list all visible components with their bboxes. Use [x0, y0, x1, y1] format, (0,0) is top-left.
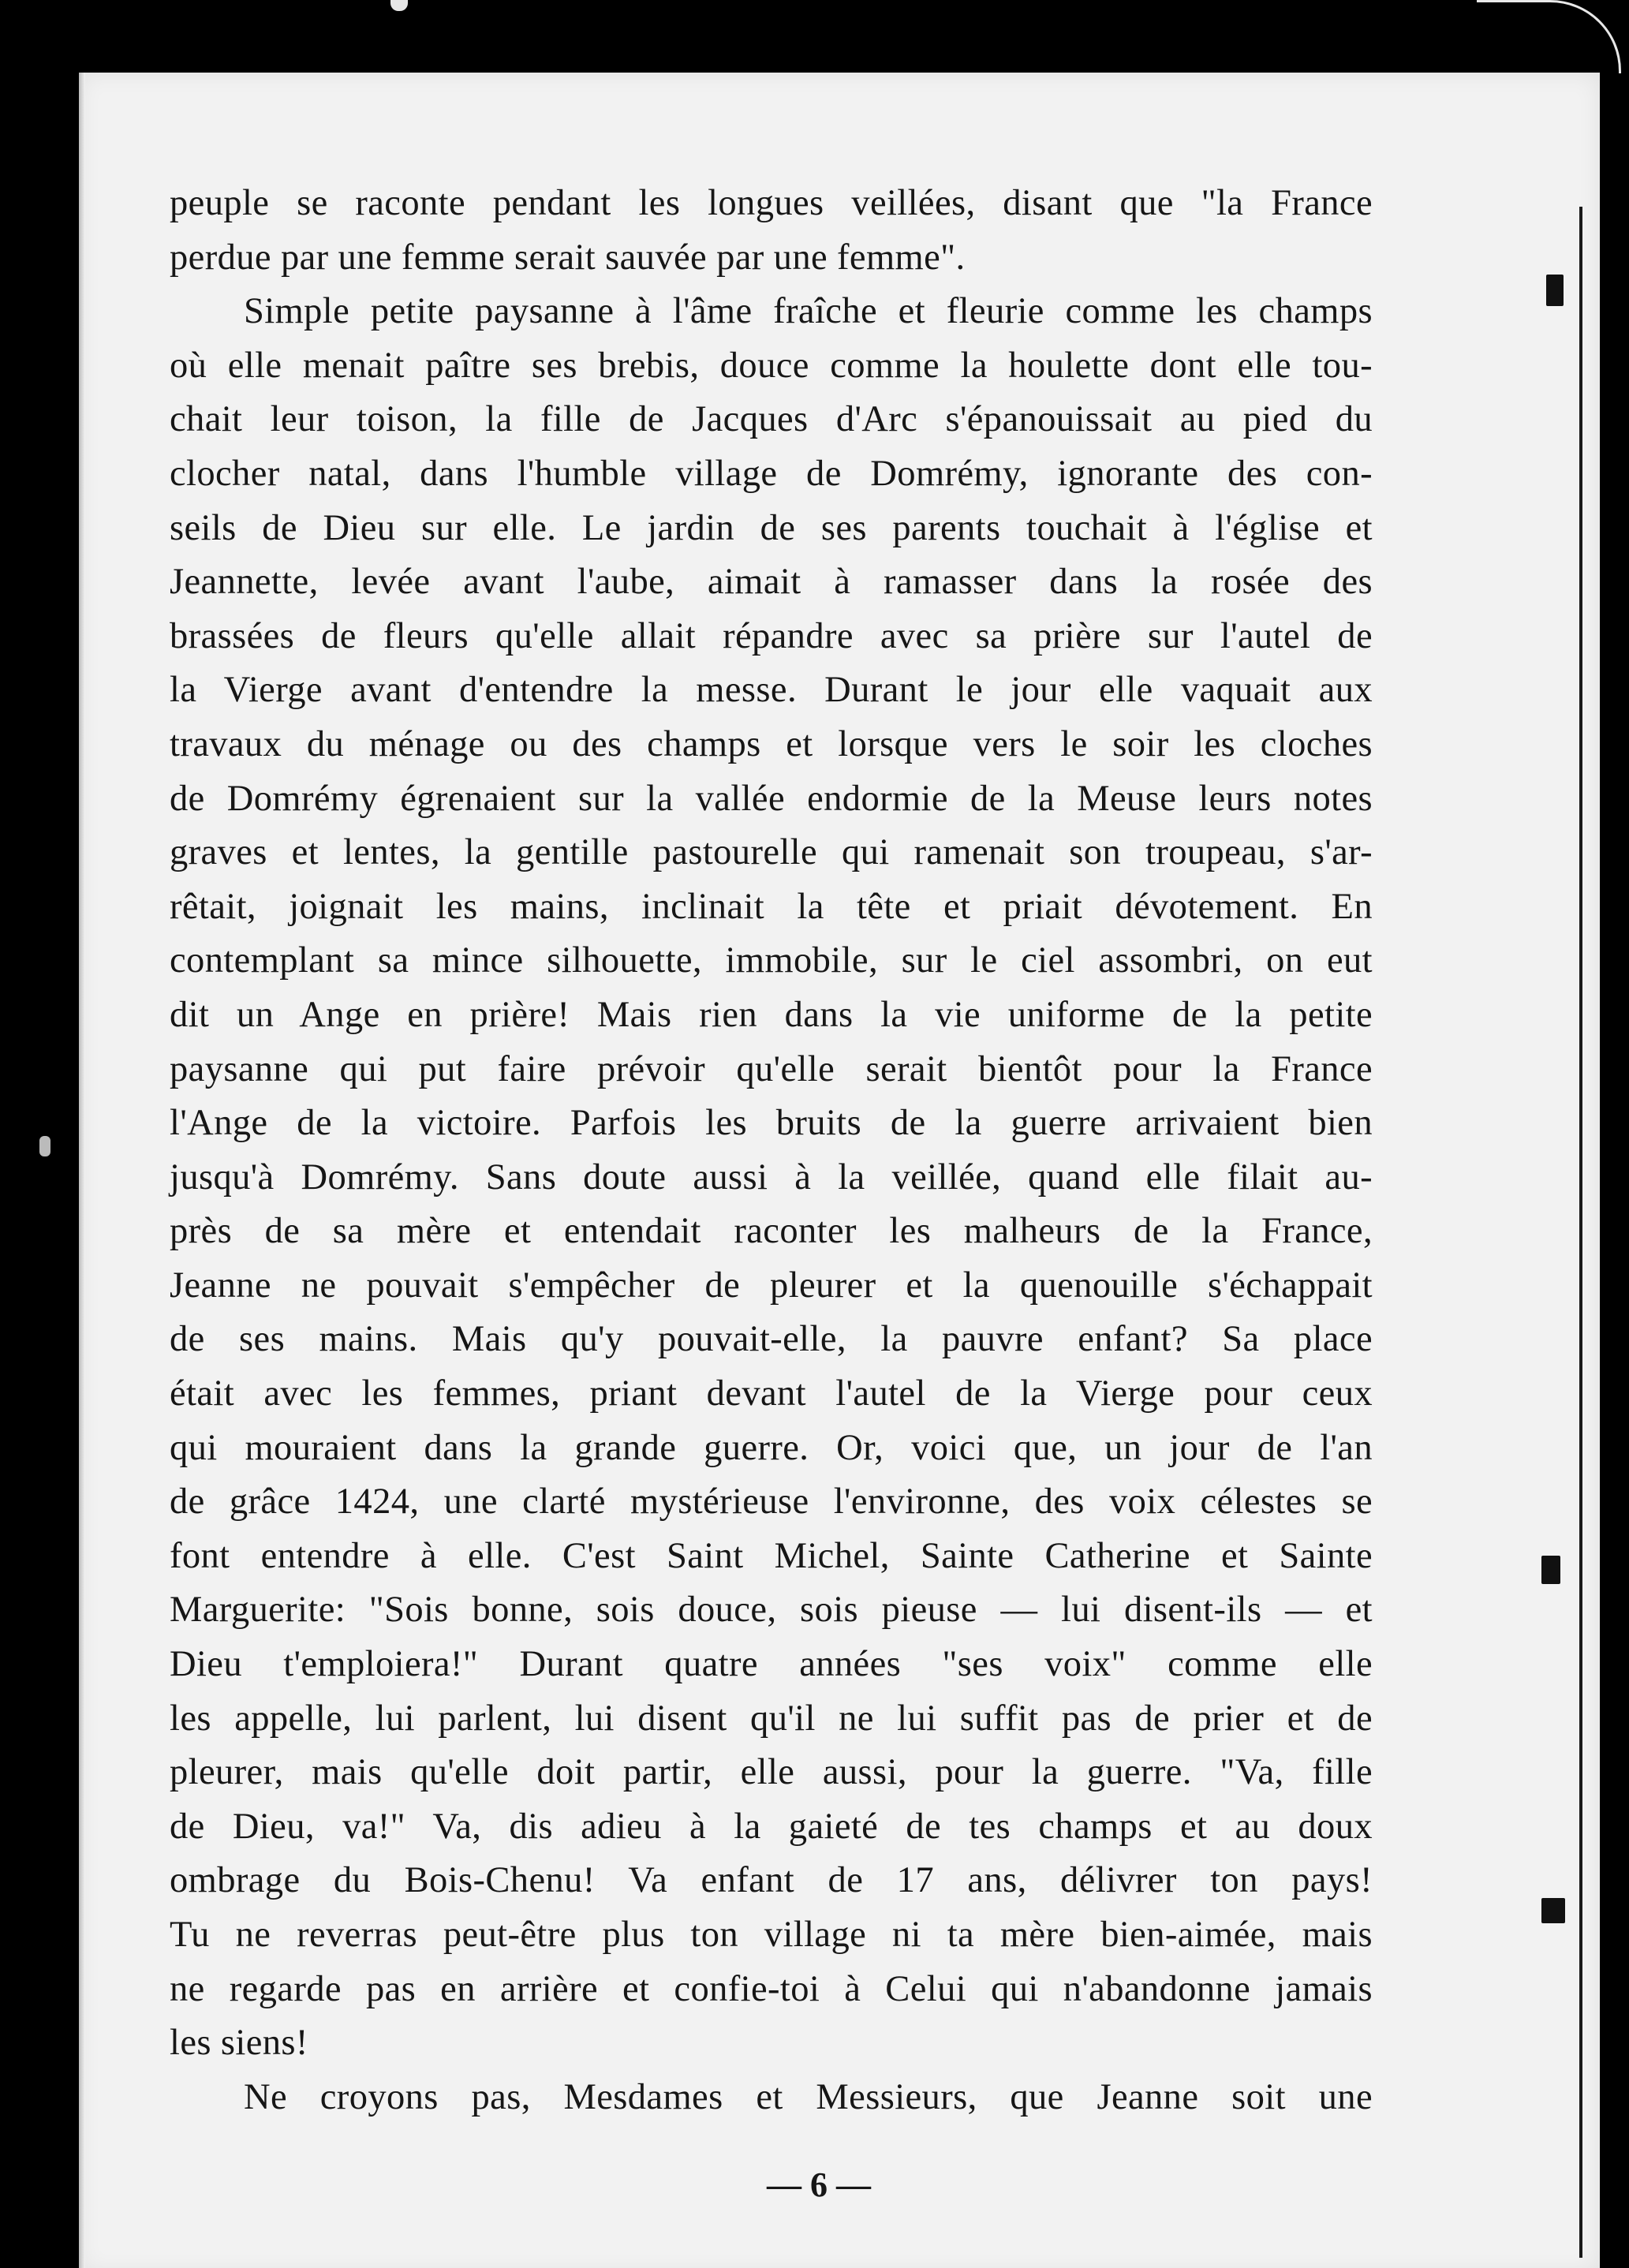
scan-artifact	[39, 1136, 50, 1156]
text-line: Jeannette, levée avant l'aube, aimait à ramasser dans la rosée des	[170, 562, 1373, 603]
text-line: de Domrémy égrenaient sur la vallée endormie de la Meuse leurs notes	[170, 778, 1373, 819]
binding-staple	[1541, 1556, 1560, 1584]
text-line: contemplant sa mince silhouette, immobile, sur le ciel assombri, on eut	[170, 940, 1373, 981]
page-edge-shadow	[79, 73, 85, 2268]
text-line: clocher natal, dans l'humble village de Domrémy, ignorante des con-	[170, 453, 1373, 494]
text-line: ombrage du Bois-Chenu! Va enfant de 17 ans, délivrer ton pays!	[170, 1860, 1373, 1901]
scan-artifact	[390, 0, 408, 11]
text-line: travaux du ménage ou des champs et lorsque vers le soir les cloches	[170, 723, 1373, 764]
text-line: dit un Ange en prière! Mais rien dans la vie uniforme de la petite	[170, 994, 1373, 1035]
text-line: seils de Dieu sur elle. Le jardin de ses parents touchait à l'église et	[170, 507, 1373, 548]
text-line: les siens!	[170, 2023, 308, 2064]
text-line: près de sa mère et entendait raconter les malheurs de la France,	[170, 1211, 1373, 1252]
paragraph	[170, 177, 1373, 285]
text-line: où elle menait paître ses brebis, douce comme la houlette dont elle tou-	[170, 345, 1373, 386]
text-line: Ne croyons pas, Mesdames et Messieurs, que Jeanne soit une	[244, 2076, 1373, 2117]
text-line: qui mouraient dans la grande guerre. Or, voici que, un jour de l'an	[170, 1427, 1373, 1468]
binding-staple	[1546, 275, 1564, 306]
text-line: les appelle, lui parlent, lui disent qu'il ne lui suffit pas de prier et de	[170, 1698, 1373, 1739]
binding-staple	[1541, 1898, 1565, 1923]
binding-thread	[1477, 0, 1621, 73]
text-line: Jeanne ne pouvait s'empêcher de pleurer et la quenouille s'échappait	[170, 1265, 1373, 1306]
text-line: de Dieu, va!" Va, dis adieu à la gaieté de tes champs et au doux	[170, 1806, 1373, 1847]
body-text	[170, 177, 1373, 2124]
text-line: chait leur toison, la fille de Jacques d'Arc s'épanouissait au pied du	[170, 399, 1373, 440]
text-line: paysanne qui put faire prévoir qu'elle serait bientôt pour la France	[170, 1048, 1373, 1089]
text-line: Dieu t'emploiera!" Durant quatre années "ses voix" comme elle	[170, 1644, 1373, 1685]
text-line: l'Ange de la victoire. Parfois les bruits de la guerre arrivaient bien	[170, 1103, 1373, 1144]
text-line: de ses mains. Mais qu'y pouvait-elle, la pauvre enfant? Sa place	[170, 1319, 1373, 1360]
text-line: peuple se raconte pendant les longues veillées, disant que "la France	[170, 183, 1373, 223]
text-line: Marguerite: "Sois bonne, sois douce, sois pieuse — lui disent-ils — et	[170, 1590, 1373, 1631]
text-line: perdue par une femme serait sauvée par une femme".	[170, 237, 966, 278]
text-line: jusqu'à Domrémy. Sans doute aussi à la veillée, quand elle filait au-	[170, 1156, 1373, 1198]
text-line: était avec les femmes, priant devant l'autel de la Vierge pour ceux	[170, 1373, 1373, 1414]
text-line: brassées de fleurs qu'elle allait répandre avec sa prière sur l'autel de	[170, 615, 1373, 656]
paragraph	[170, 285, 1373, 2071]
paper-page	[79, 73, 1600, 2268]
text-line: Tu ne reverras peut-être plus ton village ni ta mère bien-aimée, mais	[170, 1915, 1373, 1955]
text-line: de grâce 1424, une clarté mystérieuse l'environne, des voix célestes se	[170, 1481, 1373, 1523]
text-line: ne regarde pas en arrière et confie-toi à Celui qui n'abandonne jamais	[170, 1968, 1373, 2009]
page-number-text: — 6 —	[767, 2165, 871, 2204]
text-line: font entendre à elle. C'est Saint Michel, Sainte Catherine et Sainte	[170, 1535, 1373, 1576]
text-line: la Vierge avant d'entendre la messe. Durant le jour elle vaquait aux	[170, 670, 1373, 711]
page-number	[79, 2165, 1600, 2205]
text-line: graves et lentes, la gentille pastourelle qui ramenait son troupeau, s'ar-	[170, 832, 1373, 873]
text-line: pleurer, mais qu'elle doit partir, elle aussi, pour la guerre. "Va, fille	[170, 1752, 1373, 1793]
text-line: Simple petite paysanne à l'âme fraîche et fleurie comme les champs	[244, 291, 1373, 332]
page-binding-edge	[1579, 207, 1582, 2258]
paragraph	[170, 2071, 1373, 2125]
text-line: rêtait, joignait les mains, inclinait la tête et priait dévotement. En	[170, 886, 1373, 927]
